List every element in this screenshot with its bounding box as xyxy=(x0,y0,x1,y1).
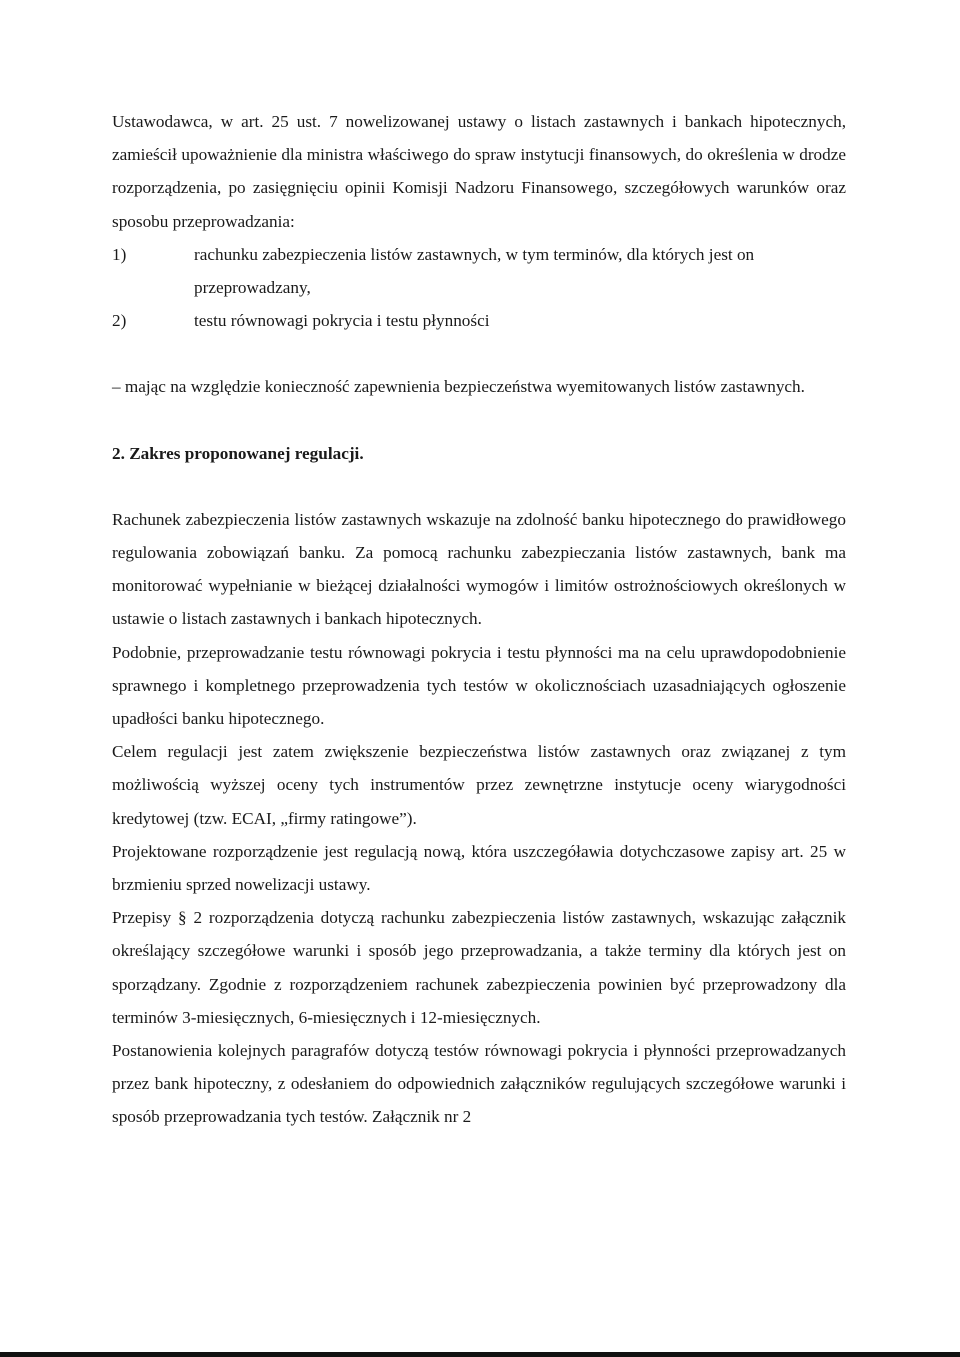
spacer xyxy=(112,470,846,503)
section-heading: 2. Zakres proponowanej regulacji. xyxy=(112,443,364,463)
list-item xyxy=(112,238,846,304)
document-body xyxy=(112,105,846,1134)
list-item-number: 1) xyxy=(112,244,127,264)
body-paragraph: Przepisy § 2 rozporządzenia dotyczą rachunku zabezpieczenia listów zastawnych, wskazując załącznik określający szczegółowe warunki i sposób jego przeprowadzania, a także terminy dla których jest on sporządzany. Zgodnie z rozporządzeniem rachunek zabezpieczenia powinien być przeprowadzony dla terminów 3-miesięcznych, 6-miesięcznych i 12-miesięcznych. xyxy=(112,908,846,1027)
list-item-text: testu równowagi pokrycia i testu płynności xyxy=(194,311,490,331)
body-paragraph: Rachunek zabezpieczenia listów zastawnych wskazuje na zdolność banku hipotecznego do prawidłowego regulowania zobowiązań banku. Za pomocą rachunku zabezpieczania listów zastawnych, bank ma monitorować wypełnianie w bieżącej działalności wymogów i limitów ostrożnościowych określonych w ustawie o listach zastawnych i bankach hipotecznych. xyxy=(112,509,846,629)
list-item-text: rachunku zabezpieczenia listów zastawnych, w tym terminów, dla których jest on przeprowadzany, xyxy=(194,244,755,298)
spacer xyxy=(112,337,846,370)
body-paragraph: Postanowienia kolejnych paragrafów dotyczą testów równowagi pokrycia i płynności przeprowadzanych przez bank hipoteczny, z odesłaniem do odpowiednich załączników regulujących szczegółowe warunki i sposób przeprowadzania tych testów. Załącznik nr 2 xyxy=(112,1041,846,1127)
provisions-list xyxy=(112,238,846,338)
spacer xyxy=(112,404,846,437)
body-paragraph: Podobnie, przeprowadzanie testu równowagi pokrycia i testu płynności ma na celu uprawdopodobnienie sprawnego i kompletnego przeprowadzenia tych testów w okolicznościach uzasadniających ogłoszenie upadłości banku hipotecznego. xyxy=(112,642,846,729)
list-item xyxy=(112,304,846,337)
intro-paragraph: Ustawodawca, w art. 25 ust. 7 nowelizowanej ustawy o listach zastawnych i bankach hipotecznych, zamieścił upoważnienie dla ministra właściwego do spraw instytucji finansowych, do określenia w drodze rozporządzenia, po zasięgnięciu opinii Komisji Nadzoru Finansowego, szczegółowych warunków oraz sposobu przeprowadzania: xyxy=(112,112,846,231)
page-bottom-edge xyxy=(0,1352,960,1357)
body-paragraph: Projektowane rozporządzenie jest regulacją nową, która uszczegóławia dotychczasowe zapisy art. 25 w brzmieniu sprzed nowelizacji ustawy. xyxy=(112,841,846,895)
list-item-number: 2) xyxy=(112,311,127,331)
dash-paragraph: – mając na względzie konieczność zapewnienia bezpieczeństwa wyemitowanych listów zastawnych. xyxy=(112,377,805,397)
body-paragraph: Celem regulacji jest zatem zwiększenie bezpieczeństwa listów zastawnych oraz związanej z tym możliwością wyższej oceny tych instrumentów przez zewnętrzne instytucje oceny wiarygodności kredytowej (tzw. ECAI, „firmy ratingowe”). xyxy=(112,742,846,828)
